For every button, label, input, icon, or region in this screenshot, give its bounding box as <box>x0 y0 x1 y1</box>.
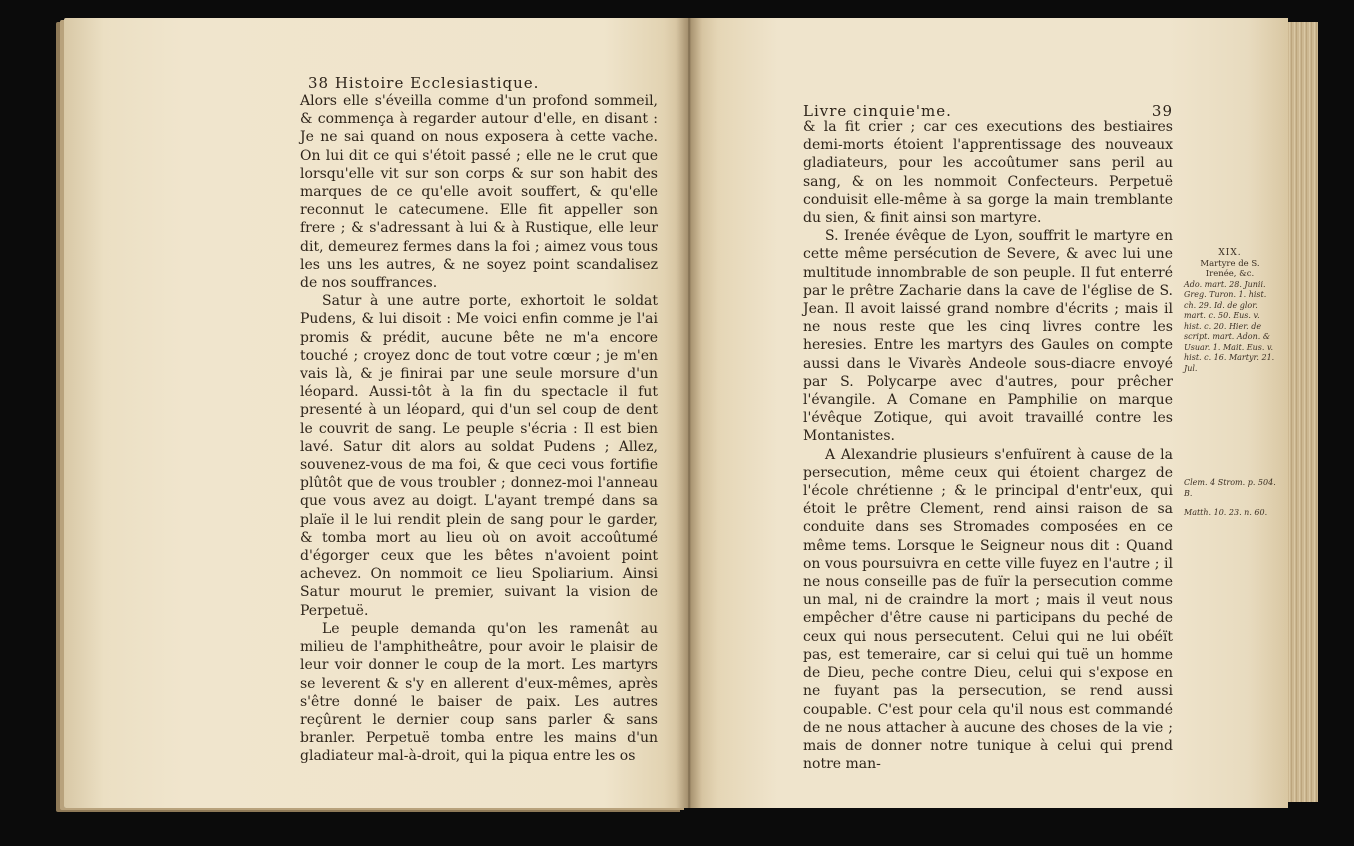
paragraph: Alors elle s'éveilla comme d'un profond sommeil, & commença à regarder autour d'elle, en disant : Je ne sai quand on nous exposera à cette vache. On lui dit ce qui s'étoit passé ; elle ne le crut que lorsqu'elle vit sur son corps & sur son habit des marques de ce qu'elle avoit souffert, & qu'elle reconnut le catecumene. Elle fit appeller son frere ; & s'adressant à lui & à Rustique, elle leur dit, demeurez fermes dans la foi ; aimez vous tous les uns les autres, & ne soyez point scandalisez de nos souffrances. <box>300 93 658 292</box>
book-gutter <box>676 18 702 808</box>
margin-references: Ado. mart. 28. Junii. Greg. Turon. 1. hist. ch. 29. Id. de glor. mart. c. 50. Eus. v. hist. c. 20. Hier. de script. mart. Adon. & Usuar. 1. Mait. Eus. v. hist. c. 16. Martyr. 21. Jul. <box>1184 279 1275 373</box>
paragraph: A Alexandrie plusieurs s'enfuïrent à cause de la persecution, même ceux qui étoient chargez de l'école chrétienne ; & le principal d'entr'eux, qui étoit le prêtre Clement, rend ainsi raison de sa conduite dans ses Stromades composées en ce même tems. Lorsque le Seigneur nous dit : Quand on vous poursuivra en cette ville fuyez en l'autre ; il ne nous conseille pas de fuïr la persecution comme un mal, ni de craindre la mort ; mais il veut nous empêcher d'être cause ni participans du peché de ceux qui nous persecutent. Celui qui ne lui obéït pas, est temeraire, car si celui qui tuë un homme de Dieu, peche contre Dieu, celui qui s'expose en ne fuyant pas la persecution, se rend aussi coupable. C'est pour cela qu'il nous est commandé de ne nous attacher à aucune des choses de la vie ; mais de donner notre tunique à celui qui prend notre man- <box>803 446 1173 773</box>
right-text-block <box>803 118 1173 773</box>
paragraph: Satur à une autre porte, exhortoit le soldat Pudens, & lui disoit : Me voici enfin comme je l'ai promis & prédit, aucune bête ne m'a encore touché ; croyez donc de tout votre cœur ; je m'en vais là, & je finirai par une seule morsure d'un léopard. Aussi-tôt à la fin du spectacle il fut presenté à un léopard, qui d'un sel coup de dent le couvrit de sang. Le peuple s'écria : Il est bien lavé. Satur dit alors au soldat Pudens ; Allez, souvenez-vous de ma foi, & que ceci vous fortifie plûtôt que de vous troubler ; donnez-moi l'anneau que vous avez au doigt. L'ayant trempé dans sa plaïe il le lui rendit plein de sang pour le garder, & tomba mort au lieu où on avoit accoûtumé d'égorger ceux que les bêtes n'avoient point achevez. On nommoit ce lieu Spoliarium. Ainsi Satur mourut le premier, suivant la vision de Perpetuë. <box>300 293 658 619</box>
open-book <box>64 18 1318 828</box>
paragraph: S. Irenée évêque de Lyon, souffrit le martyre en cette même persécution de Severe, & avec lui une multitude innombrable de son peuple. Il fut enterré par le prêtre Zacharie dans la cave de l'église de S. Jean. Il avoit laissé grand nombre d'écrits ; mais il ne nous reste que les cinq livres contre les heresies. Entre les martyrs des Gaules on compte aussi dans le Vivarès Andeole sous-diacre envoyé par S. Polycarpe avec d'autres, pour prêcher l'évangile. A Comane en Pamphilie on marque l'évêque Zotique, qui avoit travaillé contre les Montanistes. <box>803 228 1173 445</box>
paragraph: Le peuple demanda qu'on les ramenât au milieu de l'amphitheâtre, pour avoir le plaisir de leur voir donner le coup de la mort. Les martyrs se leverent & s'y en allerent d'eux-mêmes, après s'être donné le baiser de paix. Les autres reçûrent le dernier coup sans parler & sans branler. Perpetuë tomba entre les mains d'un gladiateur mal-à-droit, qui la piqua entre les os <box>300 620 658 765</box>
left-page <box>64 18 688 808</box>
margin-note-1 <box>1184 248 1276 374</box>
running-head-title: Livre cinquie'me. <box>803 102 952 120</box>
left-text-block <box>300 92 658 766</box>
section-number: XIX. <box>1218 248 1242 258</box>
page-edges <box>1288 22 1318 802</box>
margin-note-2: Clem. 4 Strom. p. 504. B. <box>1184 478 1276 498</box>
margin-note-3: Matth. 10. 23. n. 60. <box>1184 508 1268 517</box>
page-number: 39 <box>1151 102 1173 120</box>
running-head-left: 38 Histoire Ecclesiastique. <box>308 74 540 92</box>
right-page <box>688 18 1288 808</box>
section-title: Martyre de S. Irenée, &c. <box>1200 258 1260 279</box>
paragraph: & la fit crier ; car ces executions des bestiaires demi-morts étoient l'apprentissage des nouveaux gladiateurs, pour les accoûtumer sans peril au sang, & on les nommoit Confecteurs. Perpetuë conduisit elle-même à sa gorge la main tremblante du sien, & finit ainsi son martyre. <box>803 119 1173 227</box>
